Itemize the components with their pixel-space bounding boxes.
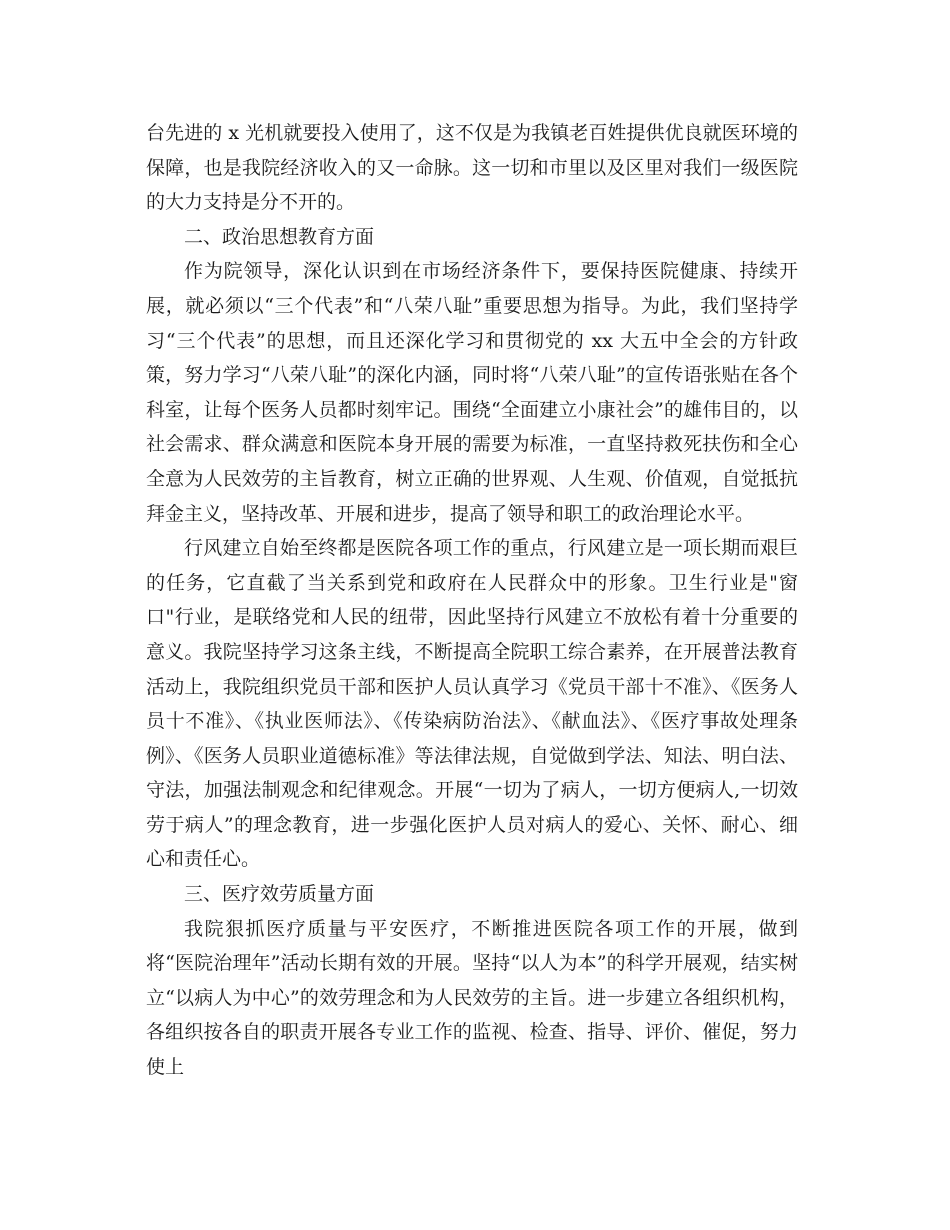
paragraph-conduct-building: 行风建立自始至终都是医院各项工作的重点，行风建立是一项长期而艰巨的任务，它直截了当关系到党和政府在人民群众中的形象。卫生行业是"窗口"行业，是联络党和人民的纽带，因此坚持行风建立不放松有着十分重要的意义。我院坚持学习这条主线，不断提高全院职工综合素养，在开展普法教育活动上，我院组织党员干部和医护人员认真学习《党员干部十不准》、《医务人员十不准》、《执业医师法》、《传染病防治法》、《献血法》、《医疗事故处理条例》、《医务人员职业道德标准》等法律法规，自觉做到学法、知法、明白法、守法，加强法制观念和纪律观念。开展“一切为了病人，一切方便病人,一切效劳于病人”的理念教育，进一步强化医护人员对病人的爱心、关怀、耐心、细心和责任心。 [146,537,798,871]
document-body [146,116,798,1085]
paragraph-political-education: 作为院领导，深化认识到在市场经济条件下，要保持医院健康、持续开展，就必须以“三个代表”和“八荣八耻”重要思想为指导。为此，我们坚持学习“三个代表”的思想，而且还深化学习和贯彻党的 xx 大五中全会的方针政策，努力学习“八荣八耻”的深化内涵，同时将“八荣八耻”的宣传语张贴在各个科室，让每个医务人员都时刻牢记。围绕“全面建立小康社会”的雄伟目的，以社会需求、群众满意和医院本身开展的需要为标准，一直坚持救死扶伤和全心全意为人民效劳的主旨教育，树立正确的世界观、人生观、价值观，自觉抵抗拜金主义，坚持改革、开展和进步，提高了领导和职工的政治理论水平。 [146,260,798,525]
section-heading-political: 二、政治思想教育方面 [184,225,375,248]
paragraph-medical-quality: 我院狠抓医疗质量与平安医疗，不断推进医院各项工作的开展，做到将“医院治理年”活动长期有效的开展。坚持“以人为本”的科学开展观，结实树立“以病人为中心”的效劳理念和为人民效劳的主旨。进一步建立各组织机构，各组织按各自的职责开展各专业工作的监视、检查、指导、评价、催促，努力使上 [146,917,798,1079]
paragraph-continued: 台先进的 x 光机就要投入使用了，这不仅是为我镇老百姓提供优良就医环境的保障，也是我院经济收入的又一命脉。这一切和市里以及区里对我们一级医院的大力支持是分不开的。 [146,122,798,214]
section-heading-medical-quality: 三、医疗效劳质量方面 [184,883,375,906]
